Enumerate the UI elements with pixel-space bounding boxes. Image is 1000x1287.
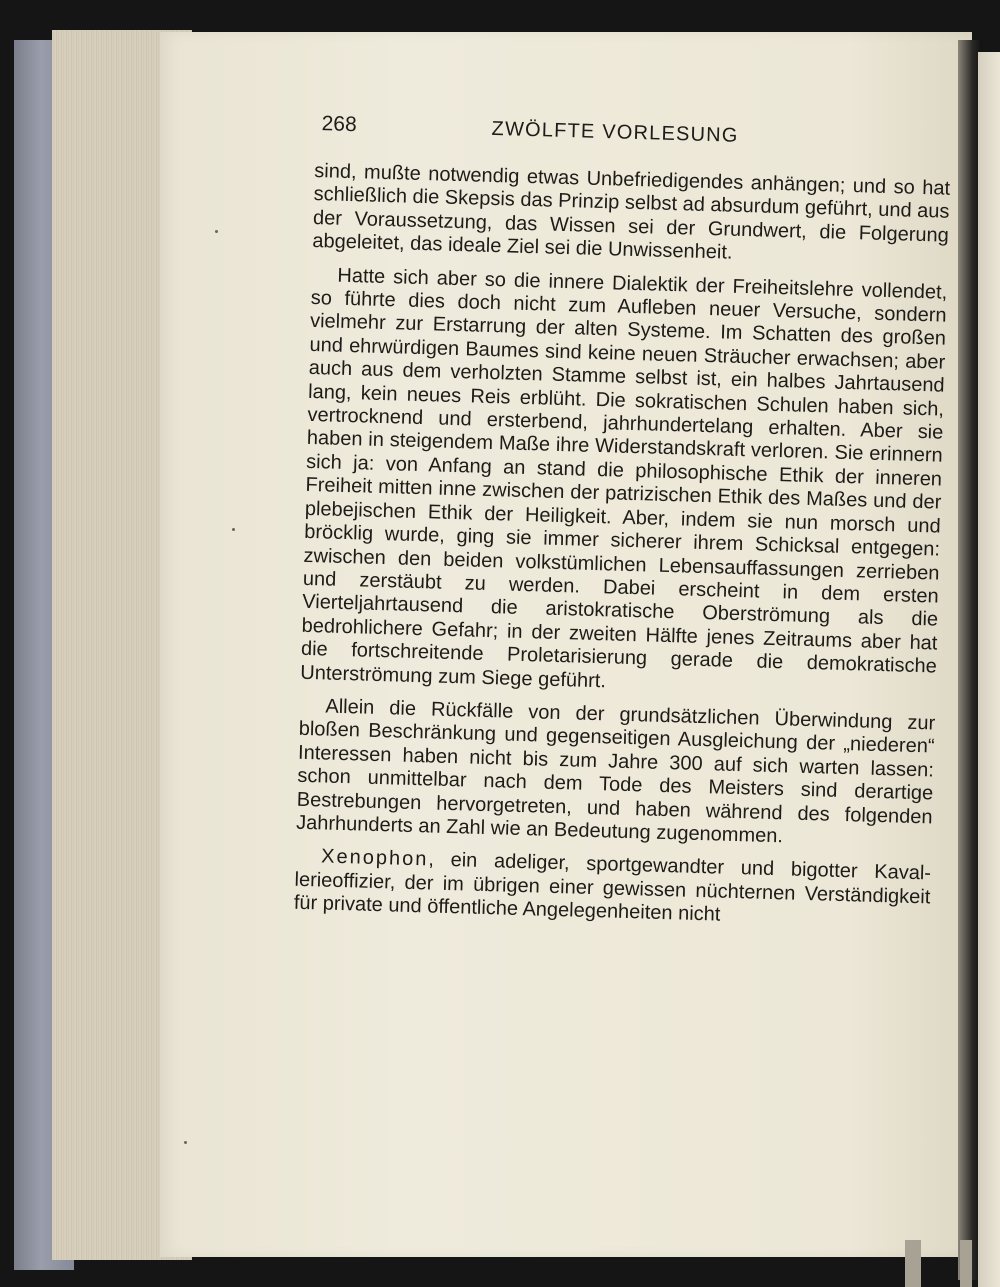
facing-page-edge	[978, 52, 1000, 1287]
bookmark-ribbon	[960, 1240, 972, 1287]
running-head: ZWÖLFTE VORLESUNG	[491, 117, 739, 147]
spaced-name: Xenophon	[320, 845, 429, 871]
body-text	[294, 160, 951, 933]
page-number: 268	[321, 112, 358, 137]
paragraph-text: , ein adeliger, sportgewandter und bigotter Kavallerieoffizier, der im übrigen einer gewissen nüchternen Verständigkeit für private und öffentliche Angelegenheiten nicht	[293, 848, 932, 926]
paper-speck	[215, 230, 218, 233]
paragraph: Allein die Rückfälle von der grundsätzlichen Überwindung zur bloßen Beschränkung und gegenseitigen Ausgleichung der „niederen“ Interessen haben nicht bis zum Jahre 300 auf sich warten lassen: schon unmittelbar nach dem Tode des Meisters sind derartige Bestrebungen hervorgetreten, und haben während des folgenden Jahrhunderts an Zahl wie an Bedeutung zugenommen.	[295, 695, 936, 848]
paper-speck	[232, 528, 235, 531]
paragraph	[294, 845, 932, 933]
page-text-block	[293, 112, 951, 943]
bookmark-ribbon	[905, 1240, 921, 1287]
paragraph: Hatte sich aber so die innere Dialektik der Freiheitslehre vollendet, so führte dies doch nicht zum Aufleben neuer Versuche, sondern vielmehr zur Erstarrung der alten Systeme. Im Schatten des großen und ehrwürdigen Baumes sind keine neuen Sträucher erwachsen; aber auch aus dem verholzten Stamme selbst ist, ein halbes Jahrtausend lang, kein neues Reis erblüht. Die sokratischen Schulen haben sich, vertrocknend und ersterbend, jahrhundertelang erhalten. Aber sie haben in steigendem Maße ihre Widerstandskraft verloren. Sie erinnern sich ja: von Anfang an stand die philosophische Ethik der inneren Freiheit mitten inne zwischen der patrizischen Ethik des Maßes und der plebejischen Ethik der Heiligkeit. Aber, indem sie nun morsch und bröcklig wurde, ging sie immer sicherer ihrem Schicksal entgegen: zwischen den beiden volkstümlichen Lebensauffassungen zerrieben und zerstäubt zu werden. Dabei erscheint in dem ersten Vierteljahrtausend die aristokratische Oberströmung als die bedrohlichere Gefahr; in der zweiten Hälfte jenes Zeitraums aber hat die fortschreitende Proletarisierung gerade die demokratische Unterströmung zum Siege geführt.	[300, 264, 948, 692]
paper-speck	[184, 1141, 187, 1144]
paragraph: sind, mußte notwendig etwas Unbefriedigendes anhängen; und so hat schließlich die Skepsis das Prinzip selbst ad absurdum geführt, und aus der Voraussetzung, das Wissen sei der Grundwert, die Folgerung abgeleitet, das ideale Ziel sei die Unwissenheit.	[312, 159, 951, 264]
